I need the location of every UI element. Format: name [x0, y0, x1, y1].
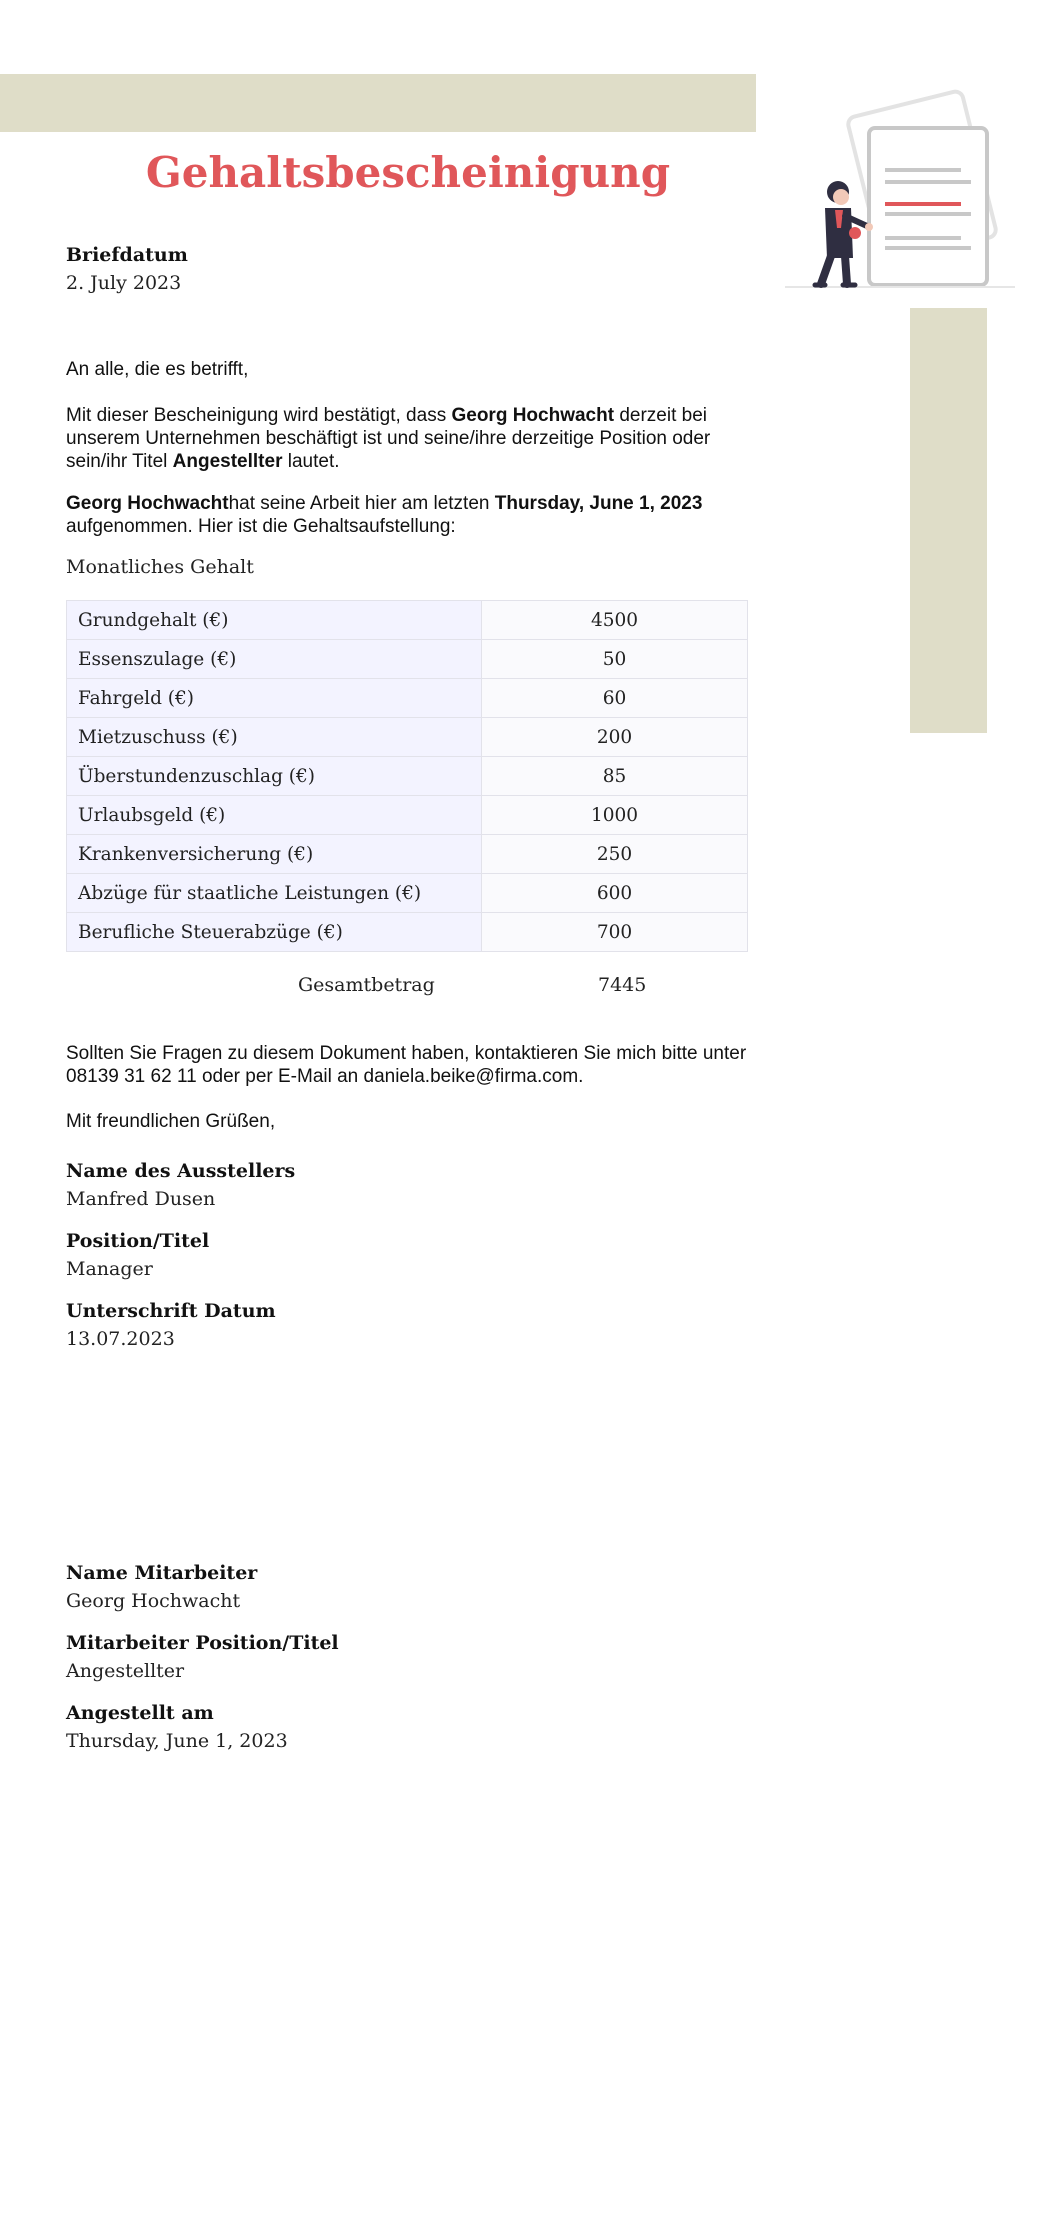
- intro-text-1: Mit dieser Bescheinigung wird bestätigt, dass: [66, 405, 452, 426]
- salary-label: Fahrgeld (€): [67, 679, 482, 718]
- salary-value: 1000: [482, 796, 748, 835]
- salary-label: Berufliche Steuerabzüge (€): [67, 913, 482, 952]
- intro-position: Angestellter: [172, 451, 283, 472]
- employee-position-value: Angestellter: [66, 1660, 185, 1682]
- hired-date-field: [66, 1702, 288, 1752]
- salary-value: 60: [482, 679, 748, 718]
- salary-label: Abzüge für staatliche Leistungen (€): [67, 874, 482, 913]
- salary-label: Mietzuschuss (€): [67, 718, 482, 757]
- table-row: [67, 679, 748, 718]
- table-row: [67, 601, 748, 640]
- table-row: [67, 913, 748, 952]
- issuer-position-label: Position/Titel: [66, 1230, 210, 1252]
- intro-paragraph: [66, 404, 756, 473]
- letter-date-value: 2. July 2023: [66, 272, 182, 294]
- salary-label: Krankenversicherung (€): [67, 835, 482, 874]
- salary-value: 700: [482, 913, 748, 952]
- side-band: [910, 308, 987, 733]
- salary-value: 250: [482, 835, 748, 874]
- salary-label: Grundgehalt (€): [67, 601, 482, 640]
- employee-name-label: Name Mitarbeiter: [66, 1562, 258, 1584]
- salary-value: 50: [482, 640, 748, 679]
- employee-position-field: [66, 1632, 339, 1682]
- total-value: 7445: [598, 974, 647, 996]
- salary-table: [66, 600, 748, 952]
- table-row: [67, 757, 748, 796]
- salary-value: 200: [482, 718, 748, 757]
- employee-name-field: [66, 1562, 257, 1612]
- employee-position-label: Mitarbeiter Position/Titel: [66, 1632, 339, 1654]
- hired-date-value: Thursday, June 1, 2023: [66, 1730, 288, 1752]
- closing: Mit freundlichen Grüßen,: [66, 1111, 276, 1132]
- intro-text-3: lautet.: [282, 451, 340, 472]
- intro-text-2: derzeit bei unserem Unternehmen beschäftigt ist und seine/ihre derzeitige Position oder sein/ihr Titel: [66, 405, 711, 472]
- contact-paragraph: Sollten Sie Fragen zu diesem Dokument haben, kontaktieren Sie mich bitte unter 08139 31 62 11 oder per E-Mail an daniela.beike@firma.com.: [66, 1043, 747, 1087]
- page-title: Gehaltsbescheinigung: [145, 148, 671, 197]
- header-band: [0, 74, 756, 132]
- salutation: An alle, die es betrifft,: [66, 359, 249, 380]
- signature-date-label: Unterschrift Datum: [66, 1300, 276, 1322]
- start-text-2: aufgenommen. Hier ist die Gehaltsaufstellung:: [66, 516, 456, 537]
- salary-label: Urlaubsgeld (€): [67, 796, 482, 835]
- table-row: [67, 718, 748, 757]
- start-employee-name: Georg Hochwacht: [66, 493, 229, 514]
- salary-value: 85: [482, 757, 748, 796]
- salary-label: Überstundenzuschlag (€): [67, 757, 482, 796]
- hired-date-label: Angestellt am: [66, 1702, 214, 1724]
- salary-value: 600: [482, 874, 748, 913]
- issuer-name-field: [66, 1160, 295, 1210]
- salary-label: Essenszulage (€): [67, 640, 482, 679]
- letter-date-field: [66, 244, 188, 294]
- total-label: Gesamtbetrag: [298, 974, 435, 996]
- employee-name-value: Georg Hochwacht: [66, 1590, 241, 1612]
- intro-employee-name: Georg Hochwacht: [451, 405, 615, 426]
- table-row: [67, 640, 748, 679]
- salary-heading: Monatliches Gehalt: [66, 556, 254, 578]
- start-paragraph: [66, 492, 756, 538]
- table-row: [67, 796, 748, 835]
- table-row: [67, 835, 748, 874]
- person-presenting-document-icon: [785, 88, 1015, 296]
- issuer-position-value: Manager: [66, 1258, 153, 1280]
- signature-date-field: [66, 1300, 276, 1350]
- salary-value: 4500: [482, 601, 748, 640]
- issuer-name-label: Name des Ausstellers: [66, 1160, 296, 1182]
- issuer-name-value: Manfred Dusen: [66, 1188, 216, 1210]
- issuer-position-field: [66, 1230, 209, 1280]
- table-row: [67, 874, 748, 913]
- letter-date-label: Briefdatum: [66, 244, 188, 266]
- signature-date-value: 13.07.2023: [66, 1328, 175, 1350]
- start-text-1: hat seine Arbeit hier am letzten: [228, 493, 495, 514]
- start-date: Thursday, June 1, 2023: [494, 493, 703, 514]
